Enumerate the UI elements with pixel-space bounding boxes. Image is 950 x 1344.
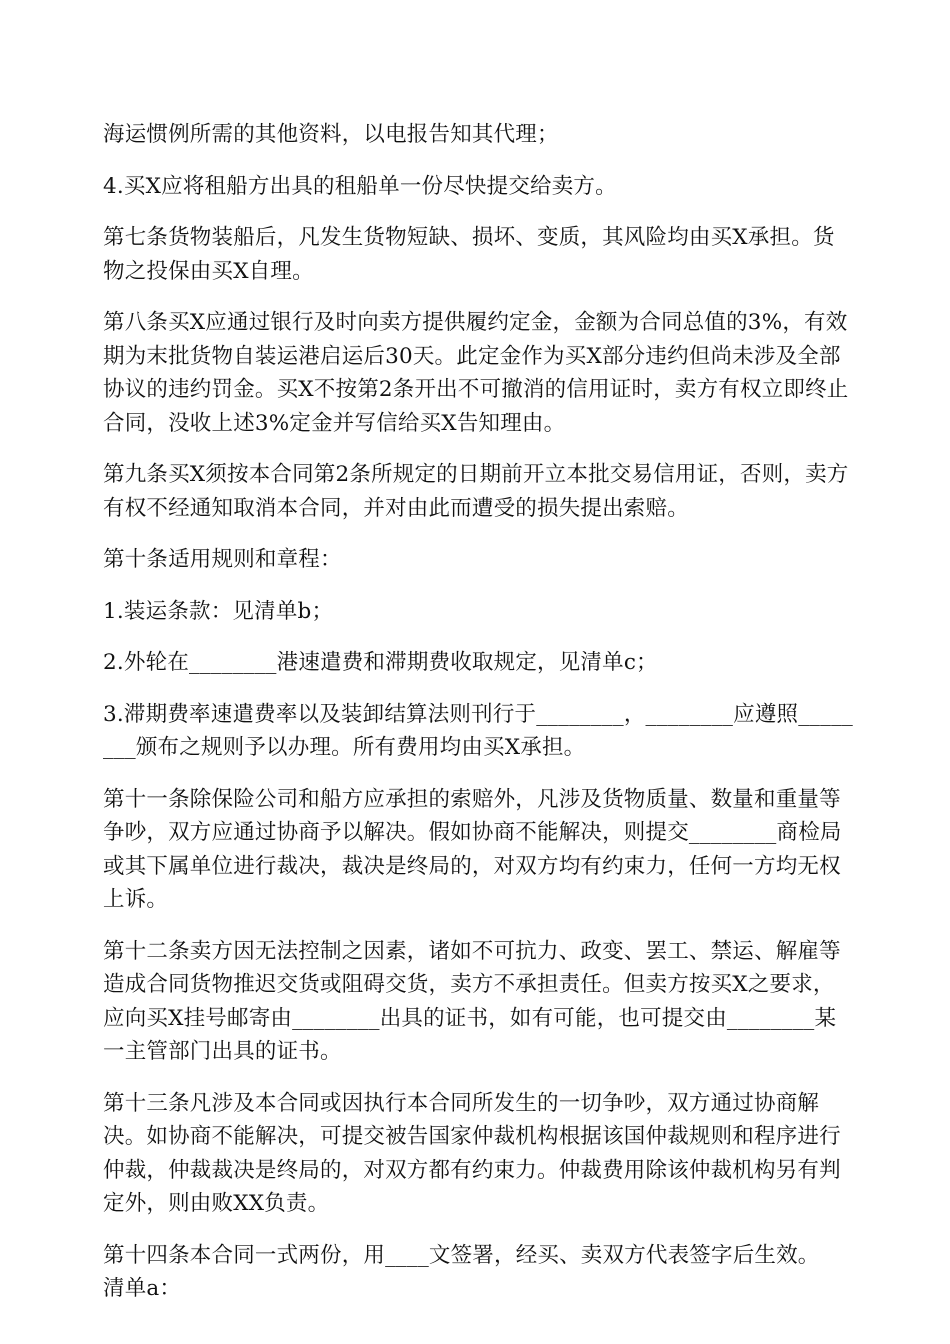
paragraph-article-11: 第十一条除保险公司和船方应承担的索赔外，凡涉及货物质量、数量和重量等争吵，双方应通过协商予以解决。假如协商不能解决，则提交________商检局或其下属单位进行裁决，裁决是终局的，对双方均有约束力，任何一方均无权上诉。 [103,786,842,912]
paragraph-article-8: 第八条买X应通过银行及时向卖方提供履约定金，金额为合同总值的3%，有效期为末批货物自装运港启运后30天。此定金作为买X部分违约但尚未涉及全部协议的违约罚金。买X不按第2条开出不可撤消的信用证时，卖方有权立即终止合同，没收上述3%定金并写信给买X告知理由。 [103,310,849,436]
paragraph-other-materials: 海运惯例所需的其他资料，以电报告知其代理； [103,122,559,147]
paragraph-charter-party: 4.买X应将租船方出具的租船单一份尽快提交给卖方。 [103,173,617,199]
paragraph-article-13: 第十三条凡涉及本合同或因执行本合同所发生的一切争吵，双方通过协商解决。如协商不能解决，可提交被告国家仲裁机构根据该国仲裁规则和程序进行仲裁，仲裁裁决是终局的，对双方都有约束力。仲裁费用除该仲裁机构另有判定外，则由败XX负责。 [103,1090,841,1216]
document-page [103,118,855,1306]
paragraph-article-9: 第九条买X须按本合同第2条所规定的日期前开立本批交易信用证，否则，卖方有权不经通知取消本合同，并对由此而遭受的损失提出索赔。 [103,462,849,521]
paragraph-article-10: 第十条适用规则和章程： [103,547,342,572]
paragraph-article-7: 第七条货物装船后，凡发生货物短缺、损坏、变质，其风险均由买X承担。货物之投保由买X自理。 [103,225,835,284]
list-a-heading: 清单a： [103,1276,182,1301]
paragraph-demurrage-rates: 3.滞期费率速遣费率以及装卸结算法则刊行于________，________应遵照________颁布之规则予以办理。所有费用均由买X承担。 [103,701,853,760]
paragraph-article-12: 第十二条卖方因无法控制之因素，诸如不可抗力、政变、罢工、禁运、解雇等造成合同货物推迟交货或阻碍交货，卖方不承担责任。但卖方按买X之要求，应向买X挂号邮寄由________出具的证书，如有可能，也可提交由________某一主管部门出具的证书。 [103,938,841,1064]
paragraph-shipping-terms: 1.装运条款：见清单b； [103,598,334,624]
paragraph-dispatch-demurrage: 2.外轮在________港速遣费和滞期费收取规定，见清单c； [103,650,658,675]
paragraph-article-14: 第十四条本合同一式两份，用____文签署，经买、卖双方代表签字后生效。 [103,1242,820,1268]
